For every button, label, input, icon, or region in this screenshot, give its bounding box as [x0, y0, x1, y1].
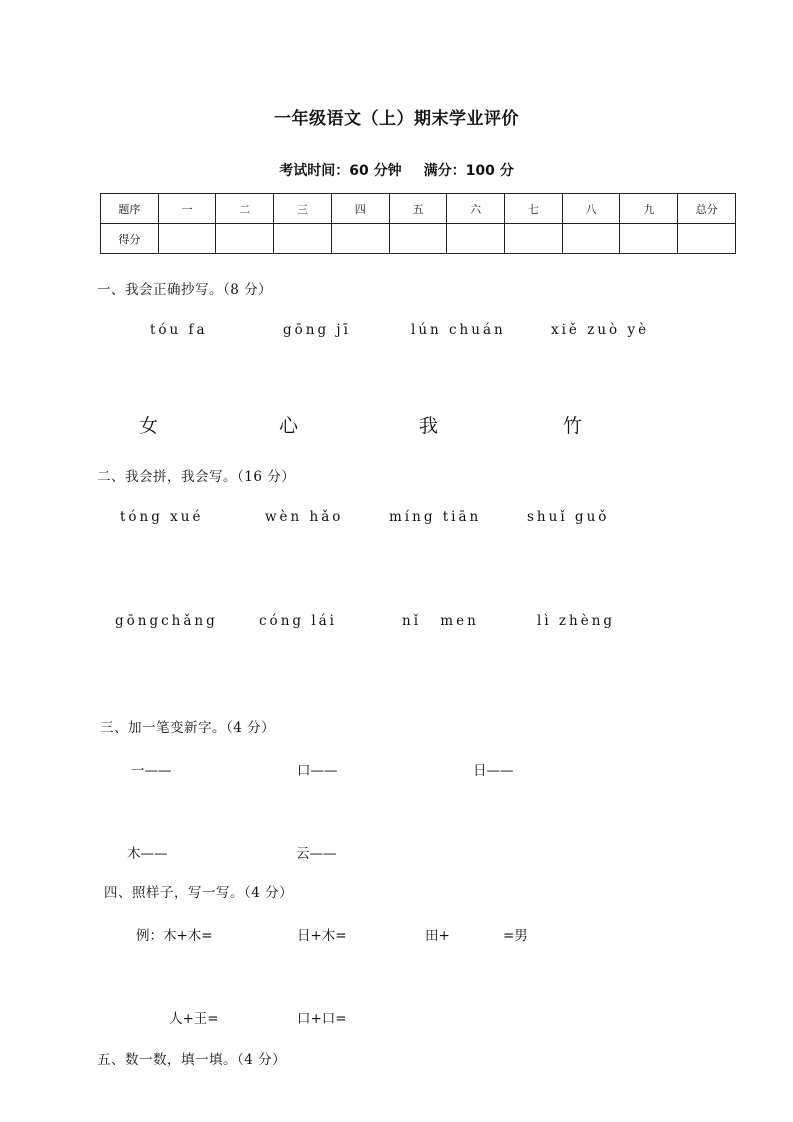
section-5-heading: 五、数一数，填一填。（4 分）	[97, 1052, 287, 1068]
score-table	[100, 193, 736, 254]
score-cell[interactable]	[562, 224, 620, 254]
pinyin-item: xiě zuò yè	[551, 322, 650, 338]
add-stroke-item: 口——	[297, 763, 338, 779]
exam-info	[0, 160, 793, 180]
add-stroke-item: 云——	[296, 846, 337, 862]
score-cell[interactable]	[389, 224, 447, 254]
score-table-col: 三	[274, 194, 332, 224]
add-stroke-item: 木——	[127, 846, 168, 862]
pinyin-item: tóu fa	[150, 322, 208, 338]
pinyin-item: lún chuán	[411, 322, 506, 338]
score-table-col: 二	[216, 194, 274, 224]
copy-char: 竹	[563, 415, 583, 437]
score-table-header-label: 题序	[101, 194, 159, 224]
pinyin-item: gōngchǎng	[115, 613, 218, 629]
pinyin-item: tóng xué	[120, 509, 204, 525]
page-title: 一年级语文（上）期末学业评价	[274, 109, 519, 129]
pinyin-item: wèn hǎo	[265, 509, 344, 525]
score-cell[interactable]	[216, 224, 274, 254]
exam-full-score: 满分：100 分	[423, 163, 514, 179]
add-stroke-item: 日——	[473, 763, 514, 779]
copy-char: 女	[139, 415, 159, 437]
copy-char: 心	[279, 415, 299, 437]
score-table-score-row	[101, 224, 736, 254]
score-table-col: 四	[331, 194, 389, 224]
score-cell[interactable]	[158, 224, 216, 254]
copy-char: 我	[419, 415, 439, 437]
score-table-col-total: 总分	[678, 194, 736, 224]
score-cell-total[interactable]	[678, 224, 736, 254]
score-table-col: 一	[158, 194, 216, 224]
score-table-col: 六	[447, 194, 505, 224]
pinyin-item: nǐ men	[402, 613, 479, 629]
exam-time: 考试时间：60 分钟	[279, 163, 402, 179]
section-1-heading: 一、我会正确抄写。（8 分）	[97, 282, 273, 298]
pinyin-item: míng tiān	[389, 509, 482, 525]
score-table-col: 九	[620, 194, 678, 224]
pinyin-item: cóng lái	[259, 613, 337, 629]
score-table-col: 五	[389, 194, 447, 224]
section-3-heading: 三、加一笔变新字。（4 分）	[100, 720, 276, 736]
compose-item: 日+木=	[297, 928, 347, 944]
score-cell[interactable]	[274, 224, 332, 254]
score-table-col: 八	[562, 194, 620, 224]
section-2-heading: 二、我会拼，我会写。（16 分）	[97, 469, 296, 485]
add-stroke-item: 一——	[131, 763, 172, 779]
pinyin-item: shuǐ guǒ	[527, 509, 610, 525]
compose-item: 人+王=	[169, 1011, 219, 1027]
score-table-header-row	[101, 194, 736, 224]
compose-item: =男	[503, 928, 528, 944]
score-cell[interactable]	[447, 224, 505, 254]
score-table-row-label: 得分	[101, 224, 159, 254]
compose-item: 口+口=	[297, 1011, 347, 1027]
pinyin-item: lì zhèng	[537, 613, 616, 629]
score-cell[interactable]	[620, 224, 678, 254]
score-cell[interactable]	[331, 224, 389, 254]
score-cell[interactable]	[505, 224, 563, 254]
pinyin-item: gōng jī	[283, 322, 351, 338]
section-4-heading: 四、照样子，写一写。（4 分）	[104, 885, 294, 901]
example-item: 例：木+木=	[136, 928, 213, 944]
score-table-col: 七	[505, 194, 563, 224]
compose-item: 田+	[425, 928, 450, 944]
